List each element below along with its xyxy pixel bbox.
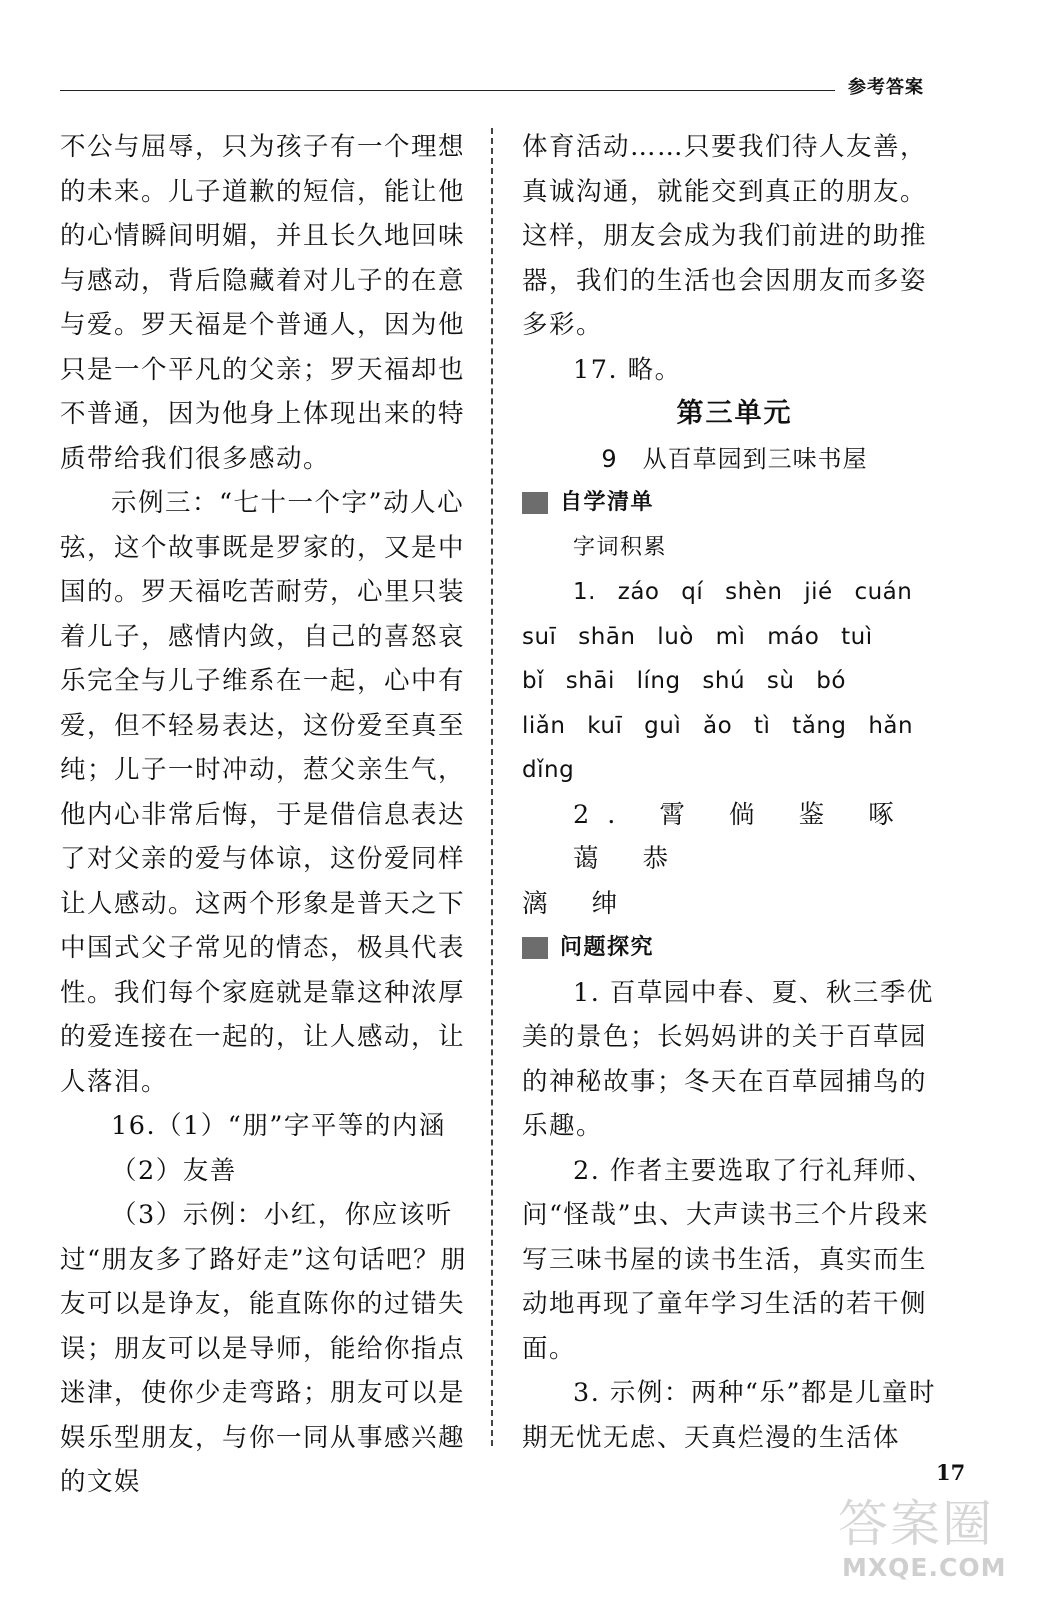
watermark-logo: 答案圈 — [838, 1495, 994, 1553]
inquiry-answer-1: 1. 百草园中春、夏、秋三季优美的景色；长妈妈讲的关于百草园的神秘故事；冬天在百草园捕鸟的乐趣。 — [522, 977, 934, 1141]
section-self-study-label: 自学清单 — [560, 490, 655, 515]
section-inquiry — [522, 926, 947, 971]
chars-line-1: 2. 霄 倘 鉴 啄 蔼 恭 — [573, 799, 912, 874]
answer-17: 17. 略。 — [573, 354, 682, 385]
header-label: 参考答案 — [848, 77, 924, 98]
right-paragraph-1: 体育活动……只要我们待人友善，真诚沟通，就能交到真正的朋友。这样，朋友会成为我们前进的助推器，我们的生活也会因朋友而多姿多彩。 — [522, 132, 928, 340]
column-divider — [491, 128, 493, 1446]
left-paragraph-2: 示例三：“七十一个字”动人心弦，这个故事既是罗家的，又是中国的。罗天福吃苦耐劳，心里只装着儿子，感情内敛，自己的喜怒哀乐完全与儿子维系在一起，心中有爱，但不轻易表达，这份爱至真至纯；儿子一时冲动，惹父亲生气，他内心非常后悔，于是借信息表达了对父亲的爱与体谅，这份爱同样让人感动。这两个形象是普天之下中国式父子常见的情态，极具代表性。我们每个家庭就是靠这种浓厚的爱连接在一起的，让人感动，让人落泪。 — [60, 488, 466, 1097]
pinyin-line-4: liǎn kuī guì ǎo tì tǎng hǎn — [522, 712, 914, 739]
section-self-study — [522, 481, 947, 526]
lesson-title: 9 从百草园到三味书屋 — [601, 444, 868, 473]
answer-16-1: 16.（1）“朋”字平等的内涵 — [111, 1111, 446, 1141]
subsection-vocabulary: 字词积累 — [573, 534, 668, 560]
left-column — [60, 125, 480, 1505]
inquiry-answer-2: 2. 作者主要选取了行礼拜师、问“怪哉”虫、大声读书三个片段来写三味书屋的读书生活，真实而生动地再现了童年学习生活的若干侧面。 — [522, 1155, 934, 1364]
page-number: 17 — [936, 1460, 966, 1485]
right-column — [522, 125, 947, 1460]
pinyin-line-2: suī shān luò mì máo tuì — [522, 623, 873, 650]
left-paragraph-1: 不公与屈辱，只为孩子有一个理想的未来。儿子道歉的短信，能让他的心情瞬间明媚，并且长久地回味与感动，背后隐藏着对儿子的在意与爱。罗天福是个普通人，因为他只是一个平凡的父亲；罗天福却也不普通，因为他身上体现出来的特质带给我们很多感动。 — [60, 132, 466, 474]
answer-16-3: （3）示例：小红，你应该听过“朋友多了路好走”这句话吧？朋友可以是诤友，能直陈你的过错失误；朋友可以是导师，能给你指点迷津，使你少走弯路；朋友可以是娱乐型朋友，与你一同从事感兴趣的文娱 — [60, 1200, 468, 1497]
watermark-url: MXQE.COM — [842, 1553, 1007, 1582]
pinyin-line-3: bǐ shāi líng shú sù bó — [522, 668, 846, 694]
answer-16-2: （2）友善 — [111, 1155, 237, 1186]
section-inquiry-label: 问题探究 — [560, 935, 655, 960]
unit-title: 第三单元 — [676, 398, 793, 429]
inquiry-answer-3: 3. 示例：两种“乐”都是儿童时期无忧无虑、天真烂漫的生活体 — [522, 1378, 937, 1453]
section-marker-icon — [522, 492, 548, 514]
section-marker-icon — [522, 937, 548, 959]
pinyin-line-5: dǐng — [522, 757, 575, 783]
header-rule — [60, 90, 835, 91]
chars-line-2: 漓 绅 — [522, 888, 636, 919]
pinyin-line-1: 1. záo qí shèn jié cuán — [573, 579, 913, 605]
